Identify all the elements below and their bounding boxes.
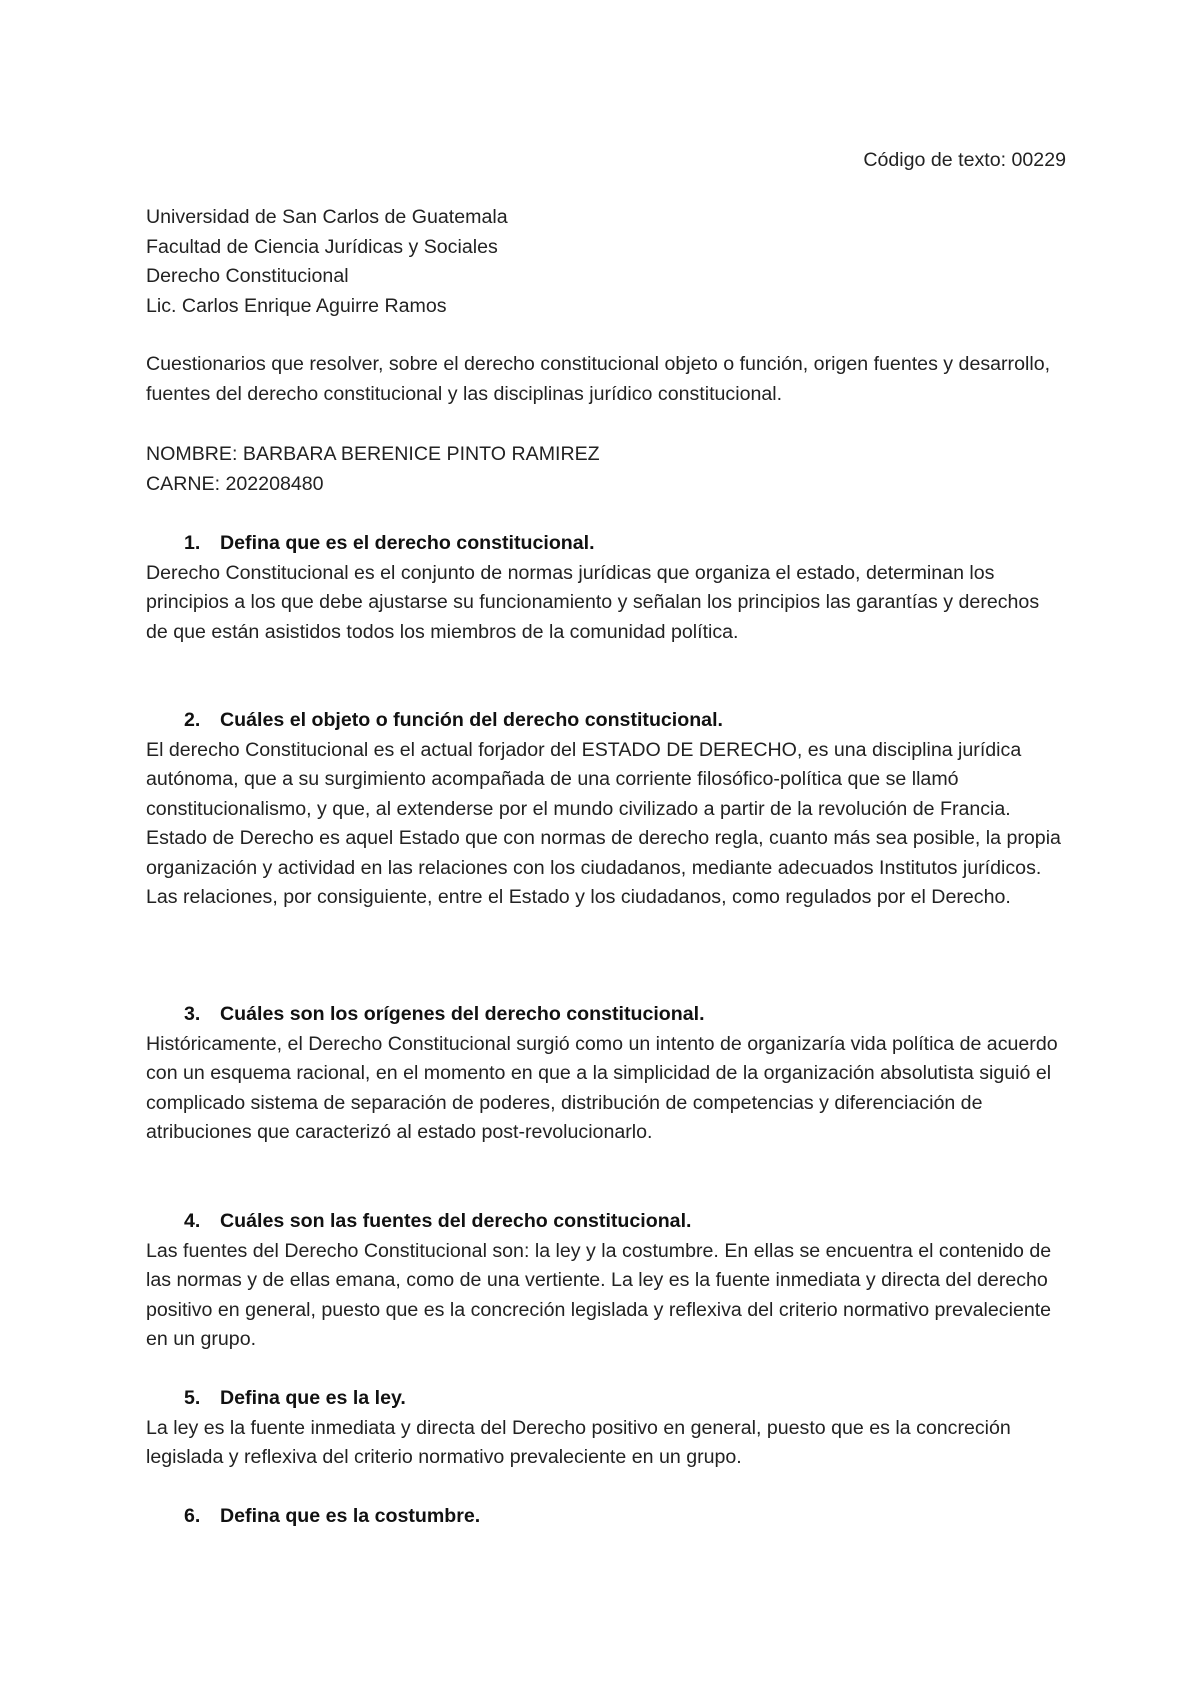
- answer-paragraph: El derecho Constitucional es el actual forjador del ESTADO DE DERECHO, es una disciplina jurídica autónoma, que a su surgimiento acompañada de una corriente filosófico-política que se llamó constitucionalismo, y que, al extenderse por el mundo civilizado a partir de la revolución de Francia.: [146, 738, 1022, 820]
- document-header: [146, 203, 1066, 321]
- question-1: [146, 529, 1066, 647]
- student-carne: CARNE: 202208480: [146, 472, 324, 495]
- question-number: 1.: [184, 532, 201, 554]
- question-heading: [146, 1207, 1066, 1237]
- question-2: [146, 706, 1066, 913]
- question-heading: [146, 1502, 1066, 1532]
- course-name: Derecho Constitucional: [146, 265, 349, 287]
- text-code: Código de texto: 00229: [863, 149, 1066, 171]
- question-title: Cuáles el objeto o función del derecho constitucional.: [220, 709, 723, 731]
- intro-paragraph: Cuestionarios que resolver, sobre el derecho constitucional objeto o función, origen fuentes y desarrollo, fuentes del derecho constitucional y las disciplinas jurídico constitucional.: [146, 353, 1051, 405]
- answer-paragraph: Estado de Derecho es aquel Estado que con normas de derecho regla, cuanto más sea posible, la propia organización y actividad en las relaciones con los ciudadanos, mediante adecuados Institutos jurídicos. Las relaciones, por consiguiente, entre el Estado y los ciudadanos, como regulados por el Derecho.: [146, 827, 1061, 908]
- answer-paragraph: Históricamente, el Derecho Constitucional surgió como un intento de organizaría vida política de acuerdo con un esquema racional, en el momento en que a la simplicidad de la organización absolutista siguió el complicado sistema de separación de poderes, distribución de competencias y diferenciación de atribuciones que caracterizó al estado post-revolucionarlo.: [146, 1032, 1058, 1143]
- question-title: Cuáles son las fuentes del derecho constitucional.: [220, 1210, 692, 1232]
- student-info: [146, 440, 1066, 499]
- question-title: Defina que es la ley.: [220, 1387, 406, 1409]
- question-heading: [146, 529, 1066, 559]
- question-title: Defina que es el derecho constitucional.: [220, 532, 595, 554]
- answer-paragraph: La ley es la fuente inmediata y directa del Derecho positivo en general, puesto que es la concreción legislada y reflexiva del criterio normativo prevaleciente en un grupo.: [146, 1416, 1011, 1468]
- question-number: 5.: [184, 1387, 201, 1409]
- question-number: 4.: [184, 1210, 201, 1232]
- faculty-name: Facultad de Ciencia Jurídicas y Sociales: [146, 235, 498, 258]
- question-3: [146, 1000, 1066, 1148]
- question-heading: [146, 706, 1066, 736]
- question-number: 3.: [184, 1003, 201, 1025]
- question-5: [146, 1384, 1066, 1473]
- question-4: [146, 1207, 1066, 1355]
- question-title: Defina que es la costumbre.: [220, 1505, 481, 1527]
- question-title: Cuáles son los orígenes del derecho constitucional.: [220, 1003, 705, 1025]
- university-name: Universidad de San Carlos de Guatemala: [146, 206, 508, 228]
- question-number: 6.: [184, 1505, 201, 1527]
- student-name: NOMBRE: BARBARA BERENICE PINTO RAMIREZ: [146, 443, 600, 465]
- question-heading: [146, 1384, 1066, 1414]
- question-number: 2.: [184, 709, 201, 731]
- professor-name: Lic. Carlos Enrique Aguirre Ramos: [146, 294, 447, 317]
- question-6: [146, 1502, 1066, 1532]
- question-heading: [146, 1000, 1066, 1030]
- answer-paragraph: Las fuentes del Derecho Constitucional son: la ley y la costumbre. En ellas se encuentra el contenido de las normas y de ellas emana, como de una vertiente. La ley es la fuente inmediata y directa del derecho positivo en general, puesto que es la concreción legislada y reflexiva del criterio normativo prevaleciente en un grupo.: [146, 1239, 1052, 1350]
- intro-paragraph-block: [146, 350, 1066, 409]
- answer-paragraph: Derecho Constitucional es el conjunto de normas jurídicas que organiza el estado, determinan los principios a los que debe ajustarse su funcionamiento y señalan los principios las garantías y derechos de que están asistidos todos los miembros de la comunidad política.: [146, 561, 1040, 643]
